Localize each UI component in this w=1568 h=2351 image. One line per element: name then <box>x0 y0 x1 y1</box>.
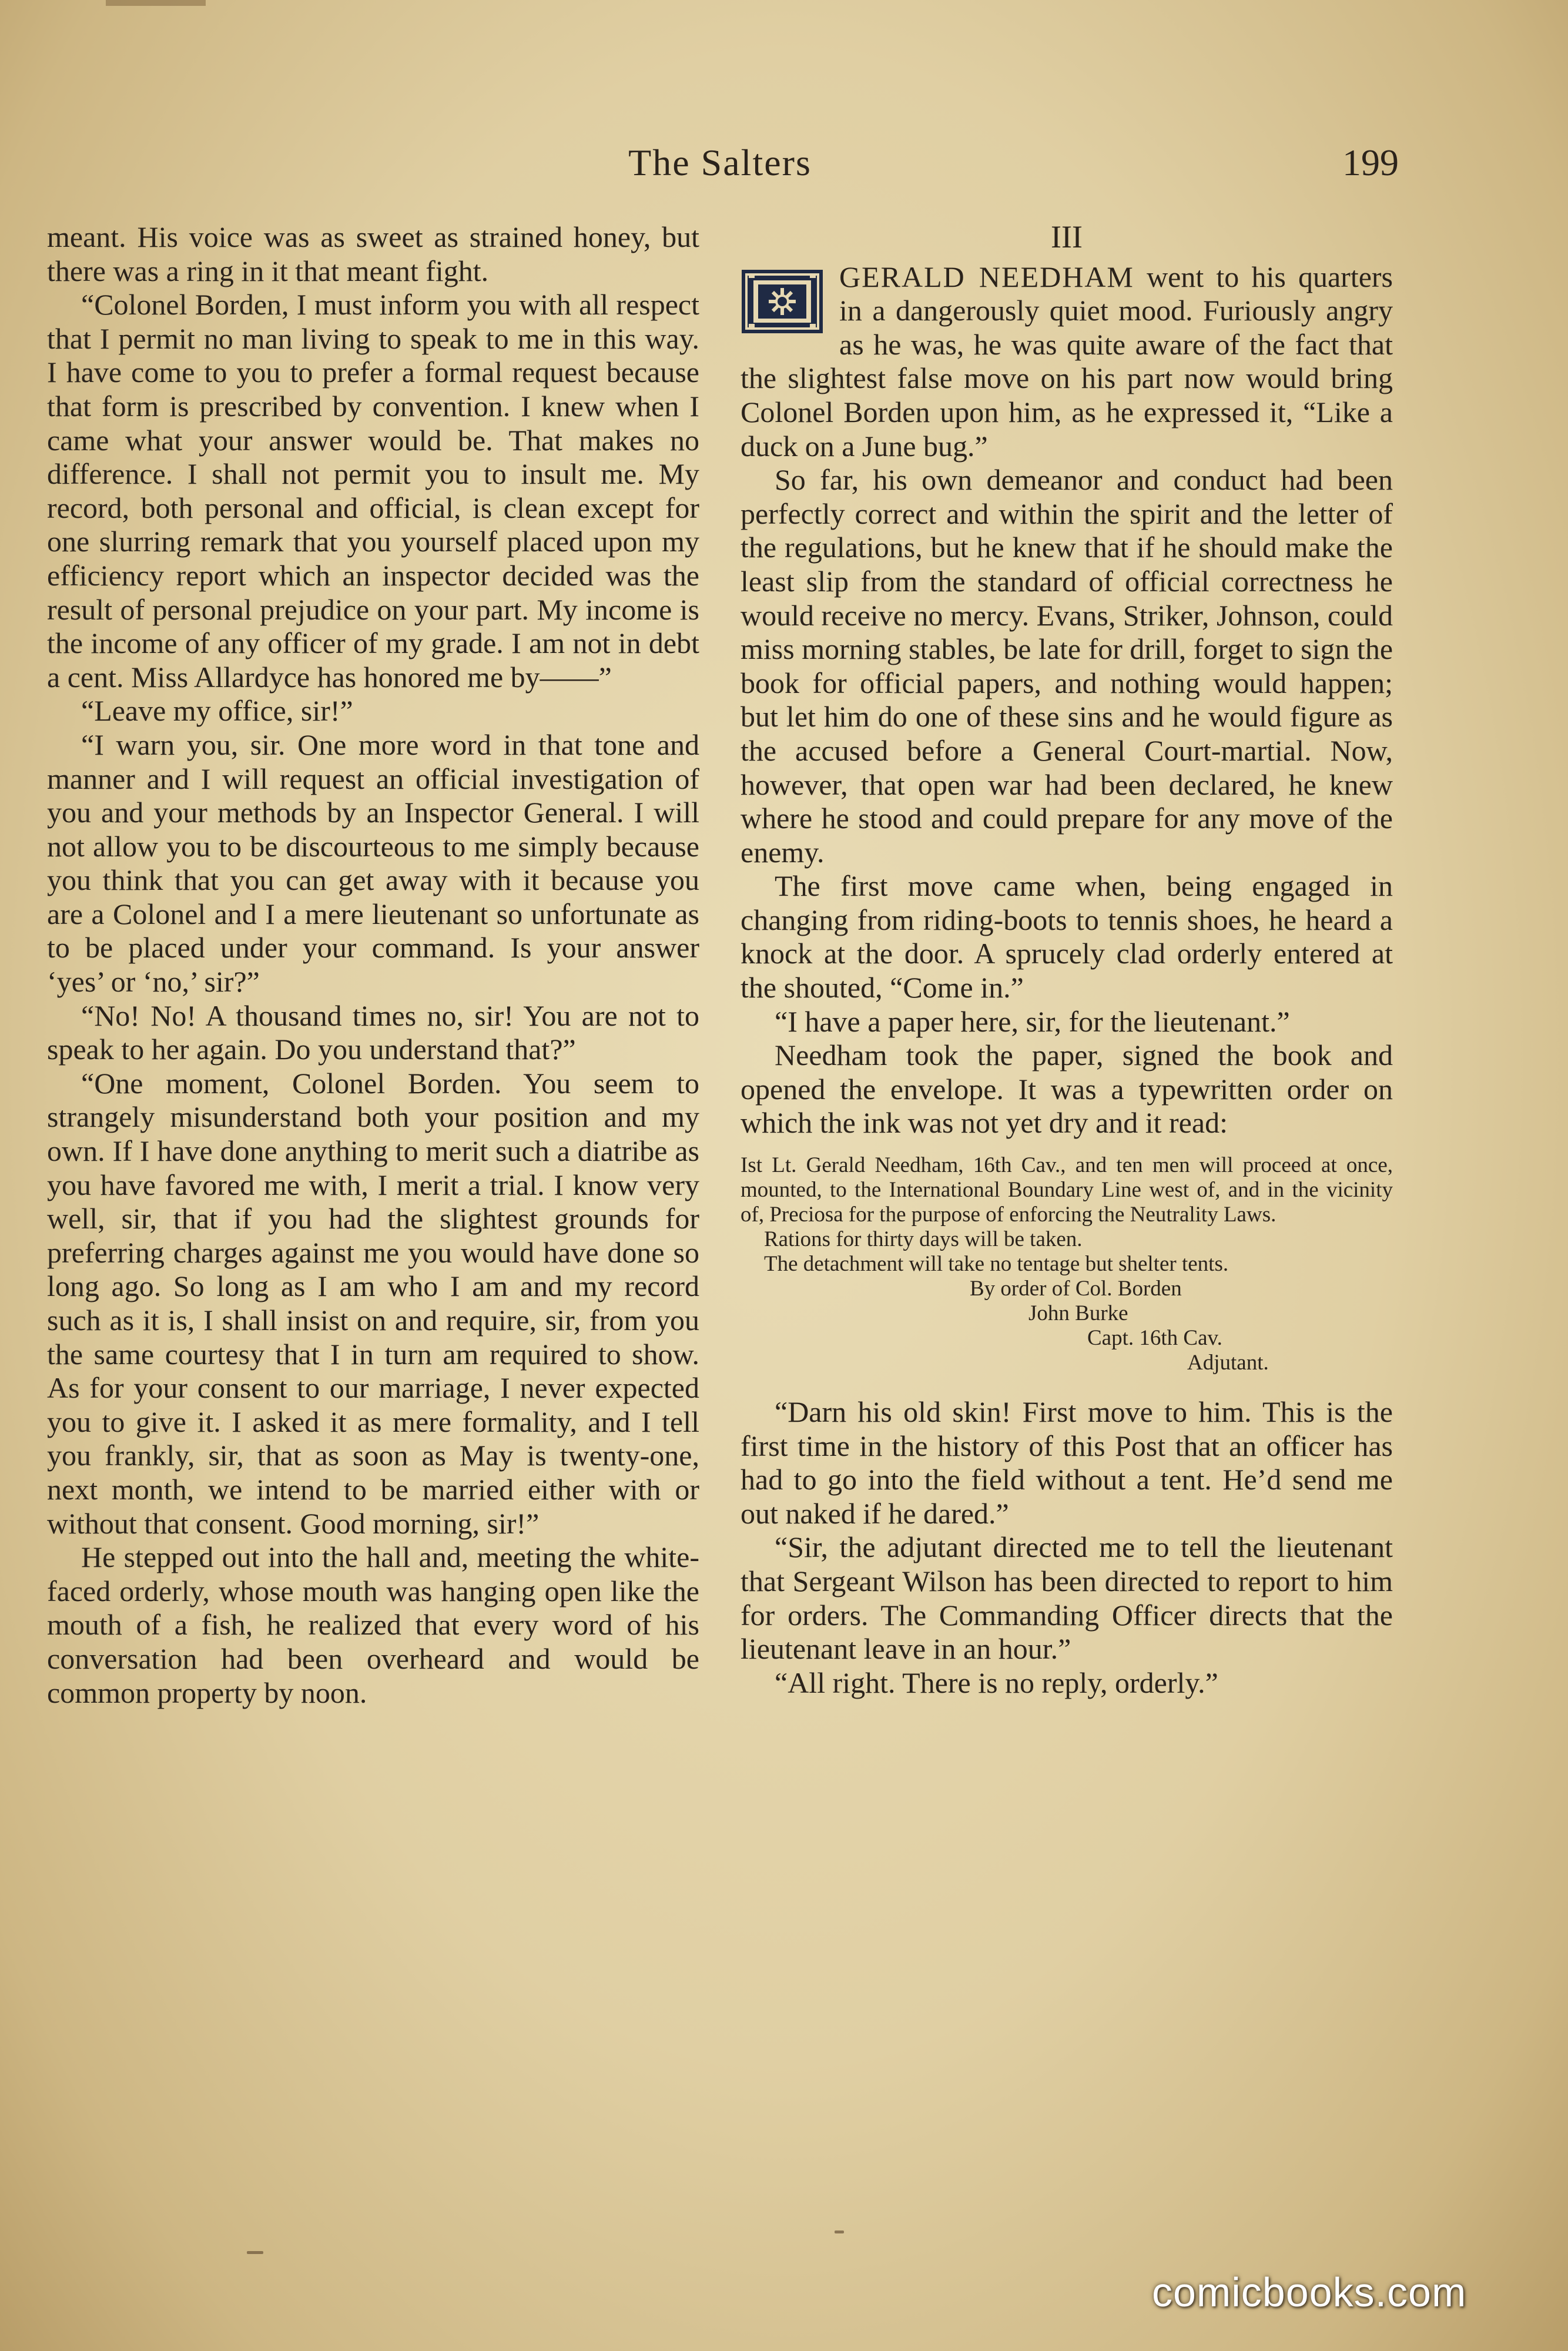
order-rations: Rations for thirty days will be taken. <box>764 1227 1083 1252</box>
paragraph: “Darn his old skin! First move to him. This is the first time in the history of this Post that an officer has had to go into the field without a tent. He’d send me out naked if he dared.” <box>741 1395 1393 1530</box>
running-title: The Salters <box>628 142 812 183</box>
watermark: comicbooks.com <box>1152 2269 1467 2315</box>
paragraph: So far, his own demeanor and conduct had been perfectly correct and within the spirit and the letter of the regulations, but he knew that if he should make the least slip from the standard of official correctness he would receive no mercy. Evans, Striker, Johnson, could miss morning stables, be late for drill, forget to sign the book for official papers, and nothing would happen; but let him do one of these sins and he would figure as the accused before a General Court-martial. Now, however, that open war had been declared, he knew where he stood and could prepare for any move of the enemy. <box>741 463 1393 869</box>
paragraph: meant. His voice was as sweet as strained honey, but there was a ring in it that meant fight. <box>47 220 699 287</box>
paragraph: “Colonel Borden, I must inform you with all respect that I permit no man living to speak to me in this way. I have come to you to prefer a formal request because that form is prescribed by convention. I knew when I came what your answer would be. That makes no difference. I shall not permit you to insult me. My record, both personal and official, is clean except for one slurring remark that you yourself placed upon my efficiency report which an inspector decided was the result of personal prejudice on your part. My income is the income of any officer of my grade. I am not in debt a cent. Miss Allardyce has honored me by——” <box>47 288 699 694</box>
page-number: 199 <box>1342 142 1399 183</box>
paragraph: “Sir, the adjutant directed me to tell the lieutenant that Sergeant Wilson has been directed to report to him for orders. The Commanding Officer directs that the lieutenant leave in an hour.” <box>741 1531 1393 1666</box>
section-number: III <box>1051 219 1083 254</box>
opening-text: went to his quarters in a dangerously quiet mood. Furiously angry as he was, he was quite aware of the fact that the slightest false move on his part now would bring Colonel Borden upon him, as he expressed it, “Like a duck on a June bug.” <box>741 260 1393 463</box>
order-body: Ist Lt. Gerald Needham, 16th Cav., and ten men will proceed at once, mounted, to the International Boundary Line west of, and in the vicinity of, Preciosa for the purpose of enforcing the Neutrality Laws. <box>741 1153 1393 1227</box>
paragraph: “All right. There is no reply, orderly.” <box>775 1666 1218 1699</box>
paper-speck <box>247 2251 263 2254</box>
paragraph: “Leave my office, sir!” <box>81 694 353 728</box>
paragraph: “No! No! A thousand times no, sir! You are not to speak to her again. Do you understand that?” <box>47 999 699 1066</box>
order-tentage: The detachment will take no tentage but shelter tents. <box>764 1252 1229 1277</box>
paragraph: “I have a paper here, sir, for the lieutenant.” <box>775 1004 1290 1038</box>
order-title: Adjutant. <box>1187 1351 1269 1375</box>
paragraph: The first move came when, being engaged in changing from riding-boots to tennis shoes, he heard a knock at the door. A sprucely clad orderly entered at the shouted, “Come in.” <box>741 869 1393 1004</box>
opening-paragraph <box>741 260 1393 464</box>
paper-speck <box>835 2231 844 2233</box>
paragraph: Needham took the paper, signed the book and opened the envelope. It was a typewritten order on which the ink was not yet dry and it read: <box>741 1039 1393 1140</box>
top-edge-rule <box>106 0 206 6</box>
opening-name: GERALD NEEDHAM <box>839 260 1134 293</box>
paragraph: “I warn you, sir. One more word in that tone and manner and I will request an official investigation of you and your methods by an Inspector General. I will not allow you to be discourteous to me simply because you think that you can get away with it because you are a Colonel and I a mere lieutenant so unfortunate as to be placed under your command. Is your answer ‘yes’ or ‘no,’ sir?” <box>47 728 699 999</box>
order-signer: John Burke <box>1028 1301 1128 1326</box>
paragraph: “One moment, Colonel Borden. You seem to strangely misunderstand both your position and my own. If I have done anything to merit such a diatribe as you have favored me with, I merit a trial. I know very well, sir, that if you had the slightest grounds for preferring charges against me you would have done so long ago. So long as I am who I am and my record such as it is, I shall insist on and require, sir, from you the same courtesy that I in turn am required to show. As for your consent to our marriage, I never expected you to give it. I asked it as mere formality, and I tell you frankly, sir, that as soon as May is twenty-one, next month, we intend to be married either with or without that consent. Good morning, sir!” <box>47 1066 699 1540</box>
order-rank: Capt. 16th Cav. <box>1087 1326 1222 1351</box>
left-column <box>47 220 699 1710</box>
paragraph: He stepped out into the hall and, meeting the white-faced orderly, whose mouth was hanging open like the mouth of a fish, he realized that every word of his conversation had been overheard and would be common property by noon. <box>47 1540 699 1709</box>
right-column <box>741 220 1393 1700</box>
order-by-order: By order of Col. Borden <box>970 1277 1182 1301</box>
typewritten-order <box>741 1153 1393 1375</box>
ornamental-dropcap-icon <box>741 269 824 334</box>
